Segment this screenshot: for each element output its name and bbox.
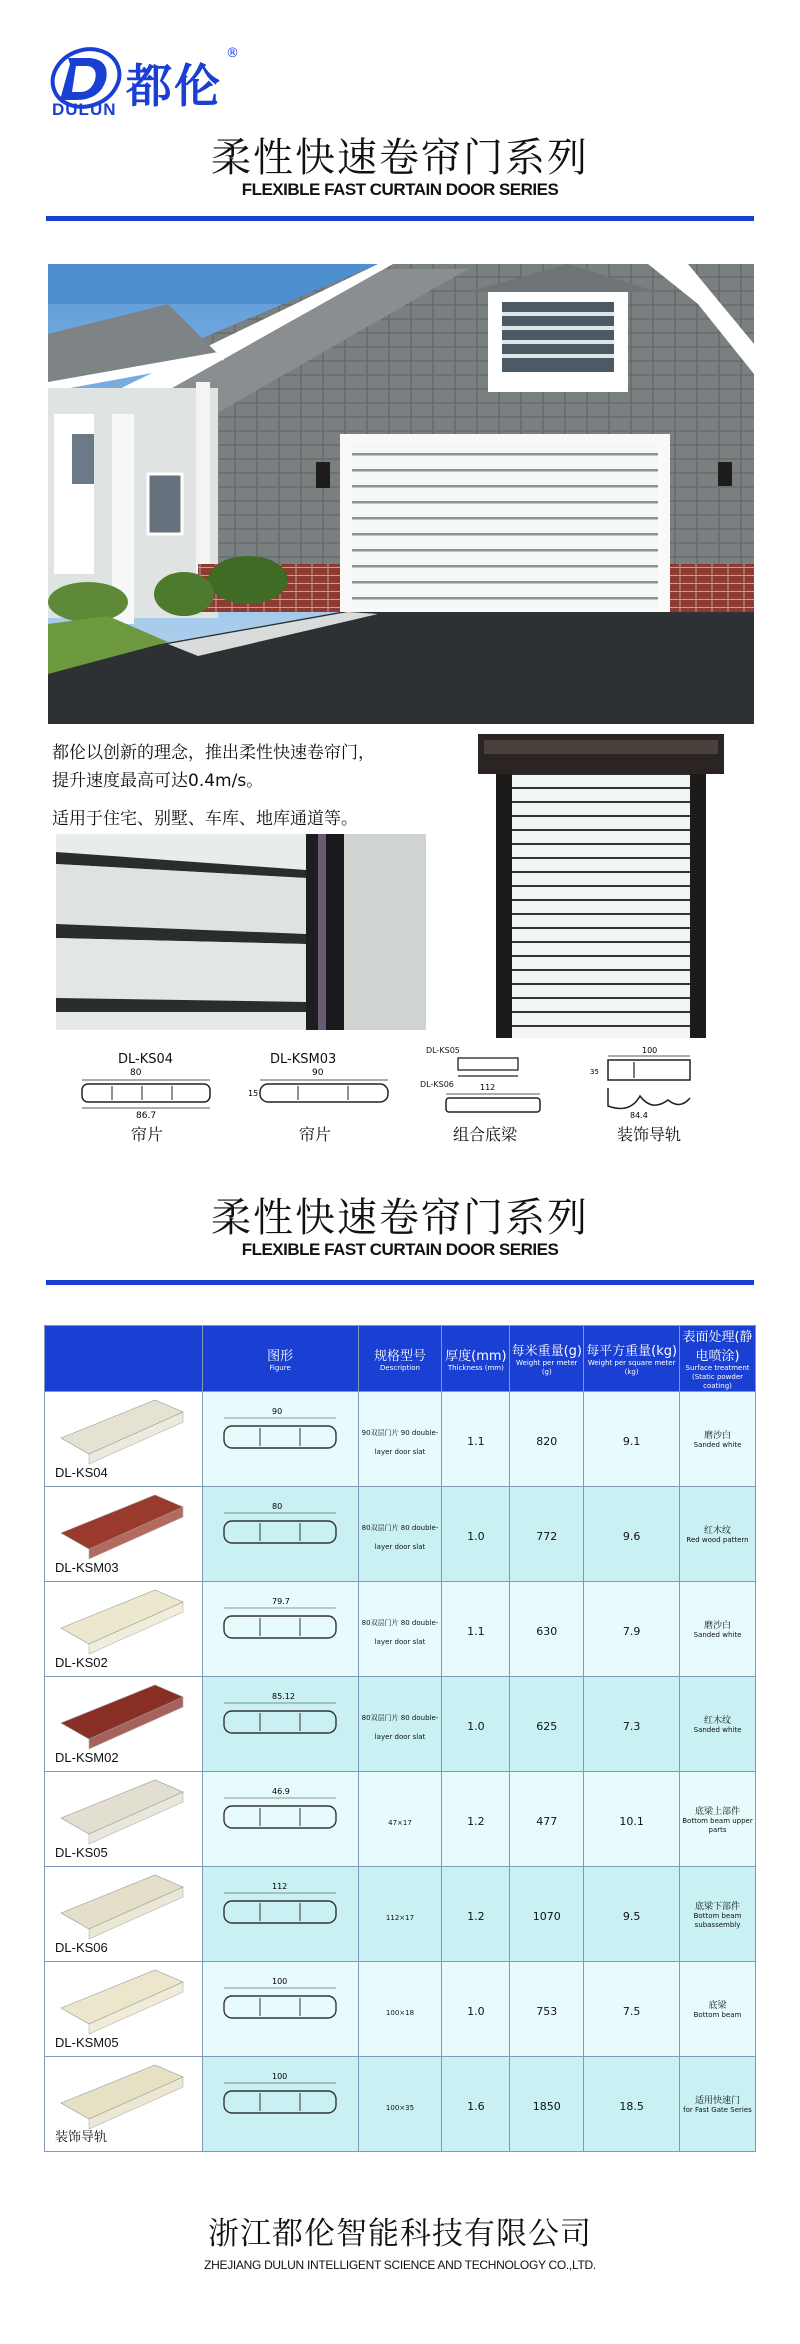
svg-text:100: 100 [272,1977,288,1986]
section-drawing [210,1402,350,1472]
weight-per-square-cell: 7.3 [584,1677,680,1772]
weight-per-square-cell: 7.5 [584,1962,680,2057]
svg-text:100: 100 [642,1046,658,1055]
table-row [45,1677,756,1772]
brand-name-en: DULUN [52,100,117,119]
profile-drawing-bottom-beam [440,1052,550,1118]
product-photo [55,1778,187,1850]
section-title-cn: 柔性快速卷帘门系列 [211,1195,589,1241]
product-photo [55,1588,187,1660]
section-title-en: FLEXIBLE FAST CURTAIN DOOR SERIES [241,1240,559,1259]
product-code: DL-KS04 [55,1465,108,1480]
weight-per-square-cell: 10.1 [584,1772,680,1867]
profile-label-slat-2: 帘片 [298,1125,331,1144]
profile-label-bottom-beam: 组合底梁 [452,1125,517,1144]
svg-text:80: 80 [272,1502,283,1511]
table-header-row [45,1326,756,1392]
spec-cell: 112×17 [358,1867,442,1962]
finish-cell: 底梁 Bottom beam [680,1962,756,2057]
weight-per-square-cell: 9.5 [584,1867,680,1962]
weight-per-square-cell: 7.9 [584,1582,680,1677]
figure-cell [202,1487,358,1582]
product-photo [55,1683,187,1755]
weight-per-meter-cell: 772 [510,1487,584,1582]
svg-text:100: 100 [272,2072,288,2081]
product-code: 装饰导轨 [55,2129,108,2144]
intro-line-1: 都伦以创新的理念，推出柔性快速卷帘门， [52,743,375,763]
header-cell: 图形 Figure [202,1326,358,1392]
svg-text:84.4: 84.4 [630,1111,648,1120]
table-row [45,1487,756,1582]
profile-label-guide-rail: 装饰导轨 [616,1125,681,1144]
brand-name-cn: 都伦 [126,59,222,113]
svg-text:46.9: 46.9 [272,1787,290,1796]
finish-cell: 磨沙白 Sanded white [680,1582,756,1677]
section-drawing [210,1877,350,1947]
company-name-cn: 浙江都伦智能科技有限公司 [208,2216,592,2252]
table-row [45,1772,756,1867]
page-title-cn: 柔性快速卷帘门系列 [211,135,589,181]
product-image-cell [45,1392,203,1487]
svg-text:86.7: 86.7 [136,1111,157,1120]
profile-code-ksm03: DL-KSM03 [270,1052,337,1067]
spec-table [44,1325,756,2152]
section-drawing [210,1592,350,1662]
svg-text:112: 112 [480,1083,496,1092]
roller-door-illustration [478,734,724,1038]
weight-per-meter-cell: 1070 [510,1867,584,1962]
figure-cell [202,1582,358,1677]
header-divider [46,216,754,221]
finish-cell: 红木纹 Red wood pattern [680,1487,756,1582]
spec-cell: 80双层门片 80 double-layer door slat [358,1677,442,1772]
weight-per-square-cell: 9.1 [584,1392,680,1487]
svg-text:112: 112 [272,1882,288,1891]
weight-per-meter-cell: 1850 [510,2057,584,2152]
house-photo [48,264,754,724]
profile-code-ks06: DL-KS06 [420,1080,454,1089]
figure-cell [202,1962,358,2057]
dim-80: 80 [130,1068,142,1078]
svg-text:90: 90 [312,1068,324,1078]
figure-cell [202,2057,358,2152]
spec-cell: 80双层门片 80 double-layer door slat [358,1582,442,1677]
intro-line-2: 提升速度最高可达0.4m/s。 [52,771,264,791]
header-cell: 表面处理(静电喷涂) Surface treatment (Static powder coating) [680,1326,756,1392]
registered-mark: ® [226,46,239,61]
section-drawing [210,1687,350,1757]
spec-cell: 90双层门片 90 double-layer door slat [358,1392,442,1487]
svg-text:90: 90 [272,1407,283,1416]
product-code: DL-KS05 [55,1845,108,1860]
product-image-cell [45,1677,203,1772]
product-photo [55,2063,187,2135]
product-code: DL-KSM03 [55,1560,119,1575]
spec-cell: 100×18 [358,1962,442,2057]
table-row [45,1867,756,1962]
product-image-cell [45,1487,203,1582]
thickness-cell: 1.0 [442,1962,510,2057]
section-drawing [210,1782,350,1852]
product-image-cell [45,1772,203,1867]
finish-cell: 底梁上部件 Bottom beam upper parts [680,1772,756,1867]
svg-text:15: 15 [248,1089,259,1098]
finish-cell: 磨沙白 Sanded white [680,1392,756,1487]
section-drawing [210,1972,350,2042]
figure-cell [202,1677,358,1772]
spec-cell: 47×17 [358,1772,442,1867]
thickness-cell: 1.0 [442,1677,510,1772]
page-title-en: FLEXIBLE FAST CURTAIN DOOR SERIES [241,180,559,199]
header-cell: 每米重量(g) Weight per meter (g) [510,1326,584,1392]
thickness-cell: 1.1 [442,1582,510,1677]
thickness-cell: 1.2 [442,1867,510,1962]
svg-text:35: 35 [590,1068,599,1076]
product-code: DL-KSM05 [55,2035,119,2050]
section-drawing [210,1497,350,1567]
section-drawing [210,2067,350,2137]
product-image-cell [45,1962,203,2057]
table-row [45,1962,756,2057]
profile-drawing-ksm03 [248,1066,398,1116]
product-code: DL-KSM02 [55,1750,119,1765]
table-row [45,2057,756,2152]
table-row [45,1392,756,1487]
product-code: DL-KS06 [55,1940,108,1955]
thickness-cell: 1.0 [442,1487,510,1582]
weight-per-meter-cell: 820 [510,1392,584,1487]
slat-closeup-photo [56,834,426,1030]
thickness-cell: 1.2 [442,1772,510,1867]
weight-per-meter-cell: 477 [510,1772,584,1867]
header-cell: 规格型号 Description [358,1326,442,1392]
profile-drawing-guide-rail [590,1044,700,1120]
finish-cell: 红木纹 Sanded white [680,1677,756,1772]
header-cell [45,1326,203,1392]
section-divider [46,1280,754,1285]
weight-per-meter-cell: 753 [510,1962,584,2057]
figure-cell [202,1392,358,1487]
svg-text:85.12: 85.12 [272,1692,295,1701]
brand-logo [46,44,316,124]
weight-per-square-cell: 9.6 [584,1487,680,1582]
company-name-en: ZHEJIANG DULUN INTELLIGENT SCIENCE AND TECHNOLOGY CO.,LTD. [204,2258,596,2272]
product-image-cell [45,1582,203,1677]
thickness-cell: 1.6 [442,2057,510,2152]
profile-code-ks05: DL-KS05 [426,1046,460,1055]
finish-cell: 适用快速门 for Fast Gate Series [680,2057,756,2152]
spec-cell: 80双层门片 80 double-layer door slat [358,1487,442,1582]
header-cell: 厚度(mm) Thickness (mm) [442,1326,510,1392]
product-photo [55,1968,187,2040]
thickness-cell: 1.1 [442,1392,510,1487]
profile-code-ks04: DL-KS04 [118,1052,174,1067]
product-code: DL-KS02 [55,1655,108,1670]
weight-per-meter-cell: 625 [510,1677,584,1772]
svg-text:79.7: 79.7 [272,1597,290,1606]
profile-label-slat-1: 帘片 [130,1125,163,1144]
weight-per-meter-cell: 630 [510,1582,584,1677]
header-cell: 每平方重量(kg) Weight per square meter (kg) [584,1326,680,1392]
product-photo [55,1398,187,1470]
figure-cell [202,1772,358,1867]
spec-cell: 100×35 [358,2057,442,2152]
product-image-cell [45,2057,203,2152]
figure-cell [202,1867,358,1962]
intro-line-3: 适用于住宅、别墅、车库、地库通道等。 [52,809,358,829]
product-image-cell [45,1867,203,1962]
table-row [45,1582,756,1677]
finish-cell: 底梁下部件 Bottom beam subassembly [680,1867,756,1962]
product-photo [55,1873,187,1945]
weight-per-square-cell: 18.5 [584,2057,680,2152]
product-photo [55,1493,187,1565]
profile-drawing-ks04 [72,1066,222,1120]
